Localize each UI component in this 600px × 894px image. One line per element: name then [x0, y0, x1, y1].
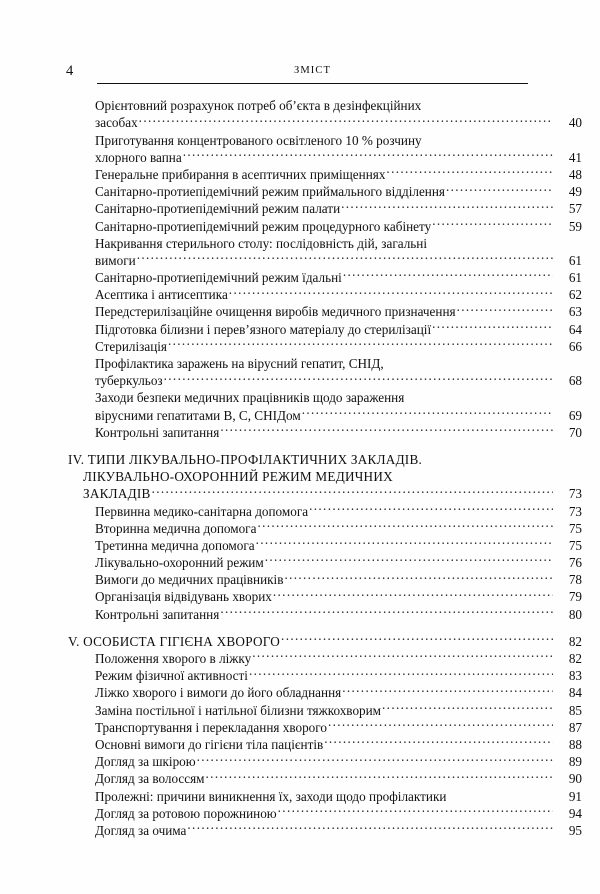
dot-leader: [220, 420, 553, 437]
toc-entry-row[interactable]: [0, 351, 600, 371]
toc-entry-label: туберкульоз: [95, 373, 163, 389]
toc-entry-row[interactable]: [0, 127, 600, 148]
toc-entry-row[interactable]: [0, 697, 600, 718]
dot-leader: [206, 766, 553, 783]
toc-entry-row[interactable]: [0, 646, 600, 666]
toc-entry-row[interactable]: [0, 550, 600, 571]
toc-entry-row[interactable]: [0, 110, 600, 131]
toc-entry-label: Догляд за волоссям: [95, 771, 205, 787]
toc-page-number: 83: [568, 668, 582, 684]
running-head-rule: [97, 83, 528, 84]
toc-entry-label: Догляд за шкірою: [95, 754, 196, 770]
toc-entry-label: Догляд за очима: [95, 822, 187, 838]
dot-leader: [257, 516, 553, 533]
toc-entry-label: Заміна постільної і натільної білизни тяжкохворим: [95, 702, 382, 718]
dot-leader: [249, 663, 553, 680]
toc-entry-row[interactable]: [0, 402, 600, 423]
toc-entry-label: засобах: [95, 115, 138, 131]
toc-entry-row[interactable]: [0, 334, 600, 354]
toc-page-number: 73: [568, 503, 582, 519]
toc-entry-label: Санітарно-протиепідемічний режим їдальні: [95, 270, 342, 286]
toc-entry-label: Режим фізичної активності: [95, 668, 248, 684]
toc-page-number: 90: [568, 771, 582, 787]
toc-section-row[interactable]: [0, 447, 600, 467]
toc-entry-row[interactable]: [0, 420, 600, 440]
toc-page-number: 94: [568, 805, 582, 821]
table-of-contents: [0, 93, 600, 838]
dot-leader: [139, 110, 553, 127]
toc-entry-row[interactable]: [0, 385, 600, 406]
toc-entry-label: Вторинна медична допомога: [95, 520, 257, 536]
toc-entry-label: Підготовка білизни і перев’язного матеріалу до стерилізації: [95, 321, 432, 337]
toc-entry-label: Основні вимоги до гігієни тіла пацієнтів: [95, 736, 324, 752]
toc-entry-label: Санітарно-протиепідемічний режим палати: [95, 201, 341, 217]
toc-page-number: 84: [568, 685, 582, 701]
toc-entry-label: Лікувально-охоронний режим: [95, 555, 264, 571]
toc-entry-row[interactable]: [0, 680, 600, 701]
toc-entry-label: вірусними гепатитами В, С, СНІДом: [95, 407, 301, 423]
toc-page-number: 95: [568, 822, 582, 838]
toc-entry-label: Транспортування і перекладання хворого: [95, 719, 327, 735]
toc-entry-label: Положення хворого в ліжку: [95, 651, 252, 666]
dot-leader: [187, 818, 553, 835]
toc-entry-row[interactable]: [0, 732, 600, 752]
toc-section-label: ЛІКУВАЛЬНО-ОХОРОННИЙ РЕЖИМ МЕДИЧНИХ: [83, 469, 393, 485]
toc-entry-row[interactable]: [0, 368, 600, 389]
dot-leader: [394, 464, 553, 481]
toc-entry-row[interactable]: [0, 498, 600, 519]
toc-entry-row[interactable]: [0, 766, 600, 787]
toc-page-number: 66: [568, 338, 582, 354]
toc-entry-row[interactable]: [0, 299, 600, 320]
toc-entry-row[interactable]: [0, 601, 600, 622]
toc-entry-row[interactable]: [0, 162, 600, 182]
running-head: [0, 62, 600, 88]
toc-page-number: 62: [568, 287, 582, 303]
toc-section-row[interactable]: [0, 481, 600, 502]
toc-entry-label: Ліжко хворого і вимоги до його обладнання: [95, 685, 342, 701]
toc-page-number: 80: [568, 606, 582, 622]
toc-page-number: 61: [568, 270, 582, 286]
toc-entry-label: Організація відвідувань хворих: [95, 589, 272, 605]
toc-entry-label: Орієнтовний розрахунок потреб об’єкта в дезінфекційних: [95, 98, 422, 114]
toc-entry-row[interactable]: [0, 584, 600, 605]
toc-entry-row[interactable]: [0, 801, 600, 821]
dot-leader: [405, 385, 553, 402]
toc-entry-label: Пролежні: причини виникнення їх, заходи щодо профілактики: [95, 788, 447, 804]
toc-entry-label: Асептика і антисептика: [95, 287, 228, 303]
toc-page-number: 82: [568, 651, 582, 666]
toc-entry-row[interactable]: [0, 179, 600, 200]
toc-entry-label: Профілактика заражень на вірусний гепатит, СНІД,: [95, 356, 384, 371]
toc-entry-label: Догляд за ротовою порожниною: [95, 805, 277, 821]
dot-leader: [457, 299, 553, 316]
toc-entry-row[interactable]: [0, 93, 600, 114]
toc-page-number: 70: [568, 424, 582, 440]
toc-entry-row[interactable]: [0, 196, 600, 217]
toc-entry-row[interactable]: [0, 213, 600, 234]
dot-leader: [428, 231, 553, 248]
toc-entry-label: Контрольні запитання: [95, 606, 220, 622]
toc-page-number: 40: [568, 115, 582, 131]
toc-entry-label: Санітарно-протиепідемічний режим процедурного кабінету: [95, 218, 432, 234]
toc-page-number: 76: [568, 555, 582, 571]
dot-leader: [252, 646, 553, 663]
dot-leader: [220, 601, 553, 618]
dot-leader: [281, 629, 553, 646]
dot-leader: [168, 334, 553, 351]
toc-entry-label: Передстерилізаційне очищення виробів медичного призначення: [95, 304, 456, 320]
toc-entry-label: Санітарно-протиепідемічний режим приймального відділення: [95, 184, 445, 200]
toc-entry-row[interactable]: [0, 715, 600, 735]
dot-leader: [432, 316, 553, 333]
toc-page-number: 68: [568, 373, 582, 389]
toc-page-number: 82: [568, 633, 582, 649]
toc-entry-row[interactable]: [0, 248, 600, 268]
toc-entry-label: Вимоги до медичних працівників: [95, 572, 284, 588]
dot-leader: [432, 213, 553, 230]
toc-entry-label: Третинна медична допомога: [95, 537, 255, 553]
dot-leader: [183, 145, 553, 162]
dot-leader: [343, 265, 553, 282]
toc-page-number: 88: [568, 736, 582, 752]
dot-leader: [423, 447, 553, 464]
dot-leader: [164, 368, 553, 385]
toc-page-number: 59: [568, 218, 582, 234]
toc-page-number: 89: [568, 754, 582, 770]
toc-page-number: 75: [568, 520, 582, 536]
dot-leader: [265, 550, 553, 567]
toc-entry-label: Стерилізація: [95, 338, 167, 354]
toc-page-number: 79: [568, 589, 582, 605]
dot-leader: [447, 783, 553, 800]
toc-entry-label: Заходи безпеки медичних працівників щодо зараження: [95, 390, 405, 406]
dot-leader: [385, 351, 553, 368]
dot-leader: [278, 801, 553, 818]
toc-section-label: V. ОСОБИСТА ГІГІЄНА ХВОРОГО: [68, 633, 281, 649]
toc-page-number: 91: [568, 788, 582, 804]
toc-entry-row[interactable]: [0, 265, 600, 286]
toc-page-number: 78: [568, 572, 582, 588]
toc-entry-row[interactable]: [0, 231, 600, 251]
dot-leader: [152, 481, 553, 498]
toc-entry-row[interactable]: [0, 533, 600, 553]
dot-leader: [256, 533, 553, 550]
dot-leader: [328, 715, 553, 732]
toc-page-number: 41: [568, 149, 582, 165]
dot-leader: [382, 697, 553, 714]
toc-entry-row[interactable]: [0, 145, 600, 165]
toc-entry-row[interactable]: [0, 567, 600, 588]
toc-section-row[interactable]: [0, 629, 600, 649]
dot-leader: [341, 196, 553, 213]
toc-entry-row[interactable]: [0, 282, 600, 303]
folio-number: 4: [66, 63, 74, 79]
toc-page-number: 69: [568, 407, 582, 423]
dot-leader: [302, 402, 553, 419]
toc-page-number: 48: [568, 166, 582, 182]
toc-page-number: 64: [568, 321, 582, 337]
toc-section-label: IV. ТИПИ ЛІКУВАЛЬНО-ПРОФІЛАКТИЧНИХ ЗАКЛАДІВ.: [68, 451, 423, 467]
toc-entry-label: хлорного вапна: [95, 149, 182, 165]
toc-page-number: 63: [568, 304, 582, 320]
toc-page-number: 49: [568, 184, 582, 200]
dot-leader: [422, 93, 553, 110]
toc-page-number: 85: [568, 702, 582, 718]
toc-entry-label: вимоги: [95, 252, 136, 268]
toc-section-label: ЗАКЛАДІВ: [83, 486, 151, 502]
toc-entry-row[interactable]: [0, 783, 600, 804]
toc-entry-row[interactable]: [0, 818, 600, 838]
dot-leader: [284, 567, 553, 584]
dot-leader: [229, 282, 553, 299]
toc-entry-label: Накривання стерильного столу: послідовність дій, загальні: [95, 235, 428, 251]
dot-leader: [273, 584, 553, 601]
toc-section-row[interactable]: [0, 464, 600, 485]
dot-leader: [137, 248, 553, 265]
dot-leader: [386, 162, 553, 179]
dot-leader: [197, 749, 553, 766]
toc-entry-row[interactable]: [0, 663, 600, 684]
dot-leader: [309, 498, 553, 515]
toc-page-number: 87: [568, 719, 582, 735]
toc-page-number: 57: [568, 201, 582, 217]
toc-entry-label: Первинна медико-санітарна допомога: [95, 503, 309, 519]
dot-leader: [324, 732, 553, 749]
dot-leader: [342, 680, 553, 697]
toc-entry-label: Приготування концентрованого освітленого 10 % розчину: [95, 132, 422, 148]
toc-entry-row[interactable]: [0, 516, 600, 536]
toc-entry-label: Контрольні запитання: [95, 424, 220, 440]
toc-page-number: 73: [568, 486, 582, 502]
toc-page-number: 61: [568, 252, 582, 268]
toc-entry-label: Генеральне прибирання в асептичних приміщеннях: [95, 166, 386, 182]
dot-leader: [423, 127, 553, 144]
dot-leader: [446, 179, 553, 196]
toc-page-number: 75: [568, 537, 582, 553]
toc-entry-row[interactable]: [0, 749, 600, 770]
toc-entry-row[interactable]: [0, 316, 600, 337]
running-head-title: ЗМІСТ: [293, 65, 331, 76]
